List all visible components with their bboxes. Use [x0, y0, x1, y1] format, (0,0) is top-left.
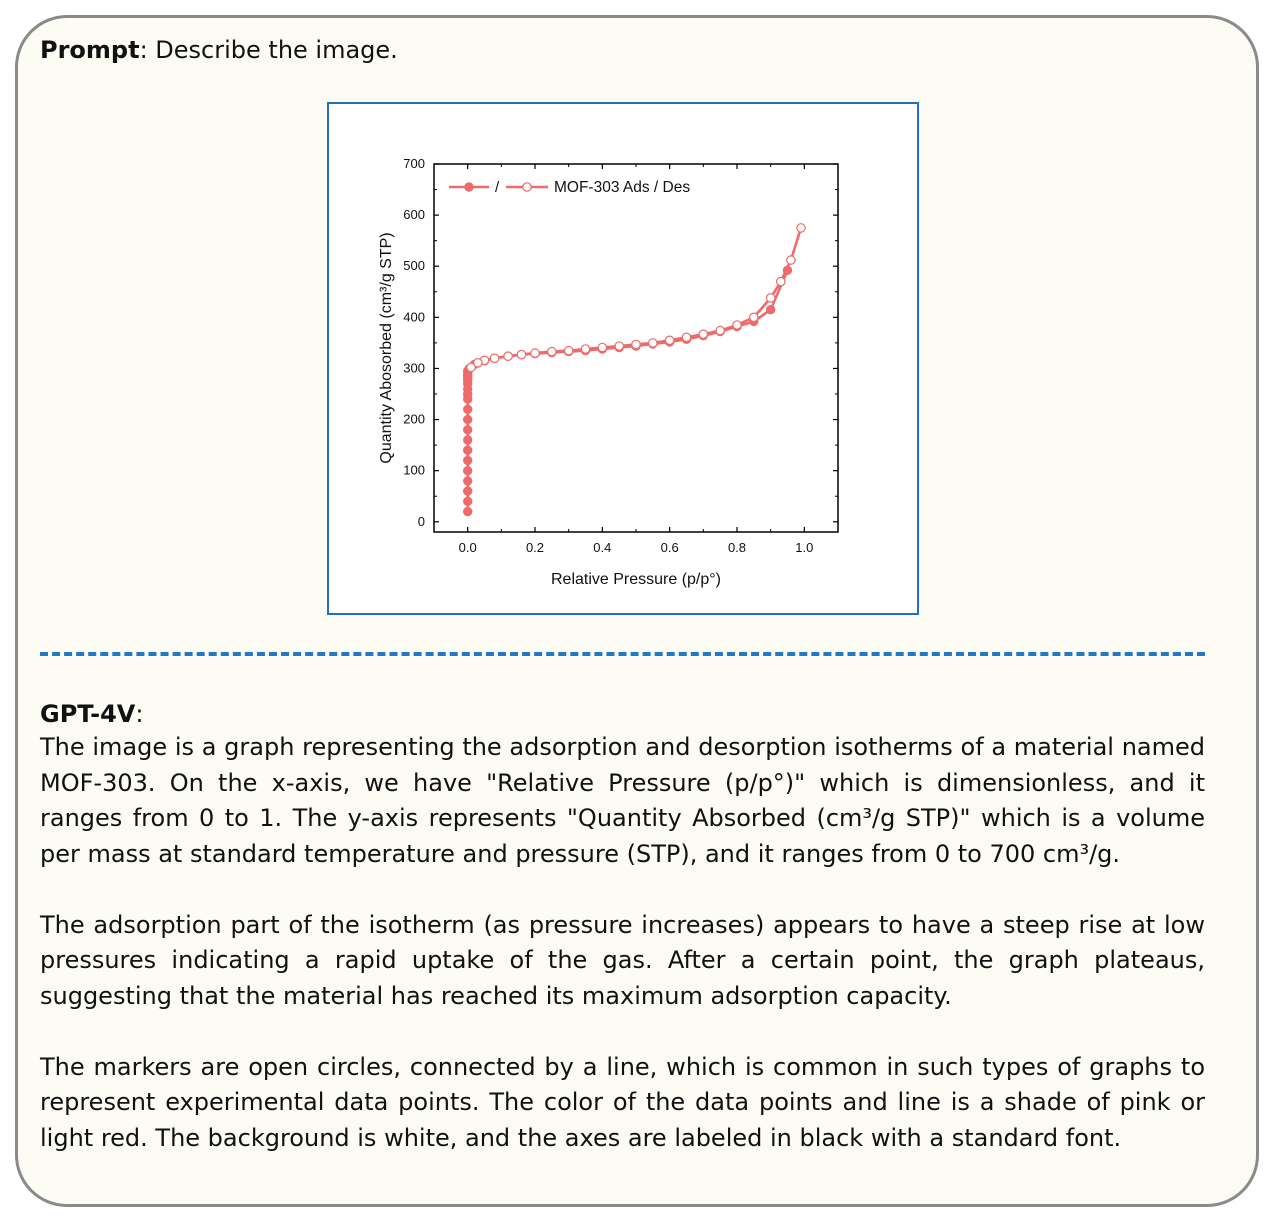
des-data-point	[750, 313, 758, 321]
des-data-point	[733, 321, 741, 329]
y-tick-label: 100	[403, 462, 425, 478]
legend-marker-des	[523, 183, 531, 191]
x-tick-label: 0.2	[525, 540, 545, 555]
ads-data-point	[464, 487, 472, 495]
des-data-point	[517, 350, 525, 358]
chart-frame	[327, 102, 919, 615]
ads-data-point	[464, 507, 472, 515]
prompt-line	[40, 36, 398, 64]
des-data-point	[615, 342, 623, 350]
y-tick-label: 200	[403, 411, 425, 427]
answer-label-name: GPT-4V	[40, 700, 136, 728]
section-divider	[40, 652, 1205, 656]
des-data-point	[787, 256, 795, 264]
des-data-point	[699, 330, 707, 338]
ads-data-point	[464, 477, 472, 485]
des-data-point	[490, 354, 498, 362]
x-tick-label: 1.0	[795, 540, 814, 555]
answer-paragraph: The image is a graph representing the adsorption and desorption isotherms of a material named MOF-303. On the x-axis, we have "Relative Pressure (p/p°)" which is dimensionless, and it ranges from 0 to 1. The y-axis represents "Quantity Absorbed (cm³/g STP)" which is a volume per mass at standard temperature and pressure (STP), and it ranges from 0 to 700 cm³/g.	[40, 733, 1205, 868]
des-data-point	[666, 336, 674, 344]
answer-label-colon: :	[135, 700, 144, 728]
ads-data-point	[464, 456, 472, 464]
isotherm-chart	[329, 104, 917, 613]
ads-data-point	[464, 446, 472, 454]
series-line-ads	[468, 270, 788, 511]
ads-data-point	[464, 497, 472, 505]
des-data-point	[649, 339, 657, 347]
y-tick-label: 0	[417, 513, 425, 529]
x-tick-label: 0.6	[660, 540, 679, 555]
ads-data-point	[464, 405, 472, 413]
ads-data-point	[783, 266, 791, 274]
answer-label	[40, 700, 143, 728]
ads-data-point	[767, 306, 775, 314]
des-data-point	[548, 347, 556, 355]
answer-paragraph: The markers are open circles, connected by a line, which is common in such types of graphs to represent experimental data points. The color of the data points and line is a shade of pink or light red. The background is white, and the axes are labeled in black with a standard font.	[40, 1052, 1205, 1152]
des-data-point	[467, 363, 475, 371]
des-data-point	[598, 343, 606, 351]
des-data-point	[565, 346, 573, 354]
x-axis-label: Relative Pressure (p/p°)	[550, 571, 722, 588]
prompt-text: : Describe the image.	[139, 36, 398, 64]
ads-data-point	[464, 467, 472, 475]
y-axis-label: Quantity Abosorbed (cm³/g STP)	[378, 232, 395, 464]
ads-data-point	[464, 426, 472, 434]
answer-body	[40, 730, 1205, 1192]
des-data-point	[632, 340, 640, 348]
des-data-point	[682, 333, 690, 341]
x-tick-label: 0.8	[727, 540, 747, 555]
answer-paragraph: The adsorption part of the isotherm (as pressure increases) appears to have a steep rise at low pressures indicating a rapid uptake of the gas. After a certain point, the graph plateaus, suggesting that the material has reached its maximum adsorption capacity.	[40, 910, 1205, 1010]
des-data-point	[581, 345, 589, 353]
des-data-point	[504, 352, 512, 360]
y-tick-label: 700	[403, 156, 425, 171]
des-data-point	[767, 294, 775, 302]
x-tick-label: 0.4	[593, 540, 612, 555]
x-tick-label: 0.0	[458, 540, 477, 555]
legend-separator: /	[495, 179, 500, 196]
prompt-label: Prompt	[40, 36, 140, 64]
ads-data-point	[464, 436, 472, 444]
y-tick-label: 600	[403, 207, 425, 223]
des-data-point	[777, 277, 785, 285]
y-tick-label: 400	[403, 309, 425, 325]
des-data-point	[531, 349, 539, 357]
y-tick-label: 500	[403, 258, 425, 274]
legend-marker-ads	[465, 183, 473, 191]
des-data-point	[797, 224, 805, 232]
des-data-point	[716, 326, 724, 334]
y-tick-label: 300	[403, 360, 425, 376]
legend-label: MOF-303 Ads / Des	[554, 179, 691, 196]
ads-data-point	[464, 415, 472, 423]
